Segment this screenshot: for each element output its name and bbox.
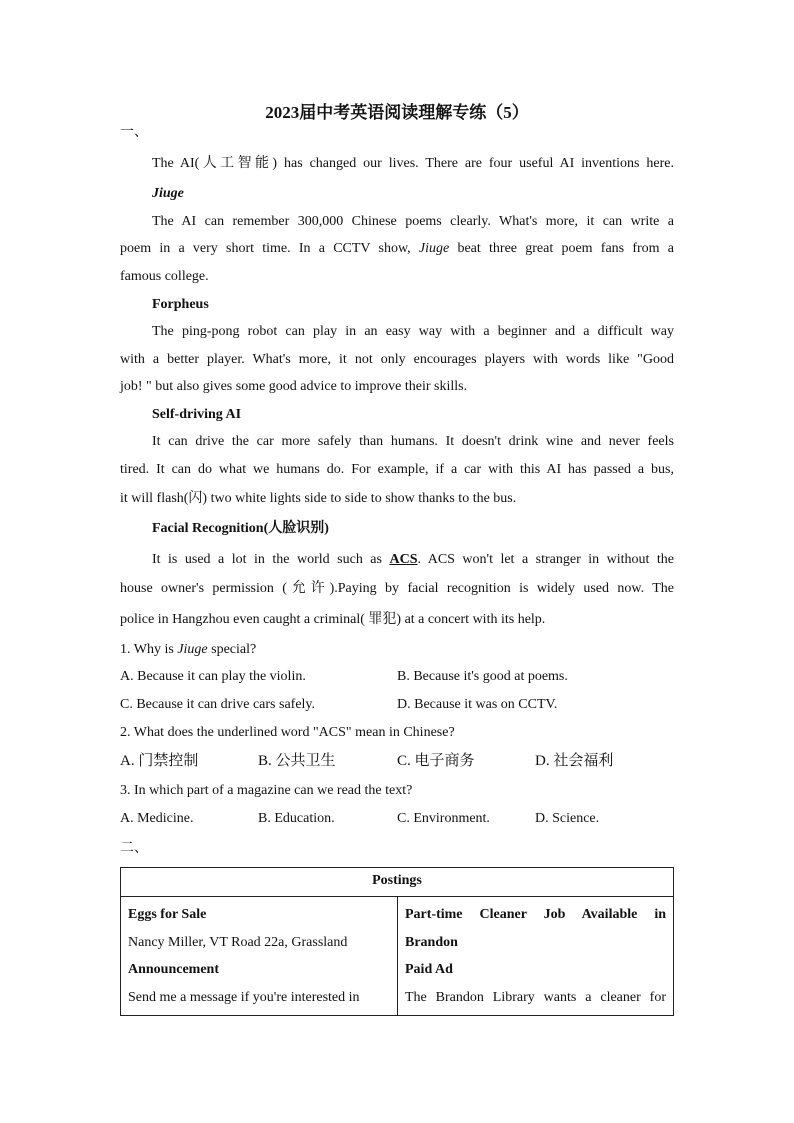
q2-option-a: A. 门禁控制 [120,753,199,769]
selfdriving-line-3: it will flash(闪) two white lights side to side to show thanks to the bus. [120,491,517,506]
postings-header: Postings [121,868,674,897]
eggs-address: Nancy Miller, VT Road 22a, Grassland [128,934,348,950]
q1-option-c: C. Because it can drive cars safely. [120,697,316,712]
q3-option-a: A. Medicine. [120,811,194,826]
postings-table [120,867,674,1016]
question-2: 2. What does the underlined word "ACS" mean in Chinese? [120,725,455,740]
q3-option-d: D. Science. [535,811,600,826]
forpheus-line-3: job! " but also gives some good advice to improve their skills. [120,379,468,394]
section-two-label: 二、 [120,841,148,856]
jiuge-line-3: famous college. [120,269,209,284]
q1-option-a: A. Because it can play the violin. [120,669,306,684]
jiuge-line-2: poem in a very short time. In a CCTV show, Jiuge beat three great poem fans from a [120,241,674,256]
eggs-for-sale-title: Eggs for Sale [128,907,207,922]
jiuge-line-1: The AI can remember 300,000 Chinese poems clearly. What's more, it can write a [152,214,674,229]
q2-option-b: B. 公共卫生 [258,753,336,769]
postings-left-cell [121,897,398,1016]
selfdriving-heading: Self-driving AI [152,407,242,422]
paid-ad-text: The Brandon Library wants a cleaner for [405,989,666,1005]
section-one-label: 一、 [120,125,148,140]
postings-right-cell [398,897,674,1016]
paid-ad-title: Paid Ad [405,962,453,977]
selfdriving-line-1: It can drive the car more safely than humans. It doesn't drink wine and never feels [152,434,674,449]
announcement-title: Announcement [128,962,220,977]
cleaner-job-location: Brandon [405,934,458,950]
forpheus-line-2: with a better player. What's more, it not only encourages players with words like "Good [120,352,674,367]
announcement-text: Send me a message if you're interested in [128,989,360,1005]
intro-paragraph: The AI(人工智能) has changed our lives. There are four useful AI inventions here. [152,156,674,171]
q3-option-b: B. Education. [258,811,335,826]
page-title: 2023届中考英语阅读理解专练（5） [265,103,529,122]
q3-option-c: C. Environment. [397,811,490,826]
facial-heading: Facial Recognition(人脸识别) [152,521,329,536]
q1-option-d: D. Because it was on CCTV. [397,697,558,712]
facial-line-2: house owner's permission (允许).Paying by facial recognition is widely used now. The [120,581,674,596]
q2-option-c: C. 电子商务 [397,753,475,769]
acs-underlined: ACS [389,552,418,567]
facial-line-3: police in Hangzhou even caught a criminal( 罪犯) at a concert with its help. [120,612,546,627]
selfdriving-line-2: tired. It can do what we humans do. For example, if a car with this AI has passed a bus, [120,462,674,477]
question-3: 3. In which part of a magazine can we read the text? [120,783,413,798]
cleaner-job-title: Part-time Cleaner Job Available in [405,907,666,922]
q1-option-b: B. Because it's good at poems. [397,669,568,684]
q2-option-d: D. 社会福利 [535,753,614,769]
jiuge-heading: Jiuge [152,186,184,201]
question-1: 1. Why is Jiuge special? [120,642,257,657]
facial-line-1: It is used a lot in the world such as ACS. ACS won't let a stranger in without the [152,552,674,567]
forpheus-heading: Forpheus [152,297,209,312]
forpheus-line-1: The ping-pong robot can play in an easy way with a beginner and a difficult way [152,324,674,339]
